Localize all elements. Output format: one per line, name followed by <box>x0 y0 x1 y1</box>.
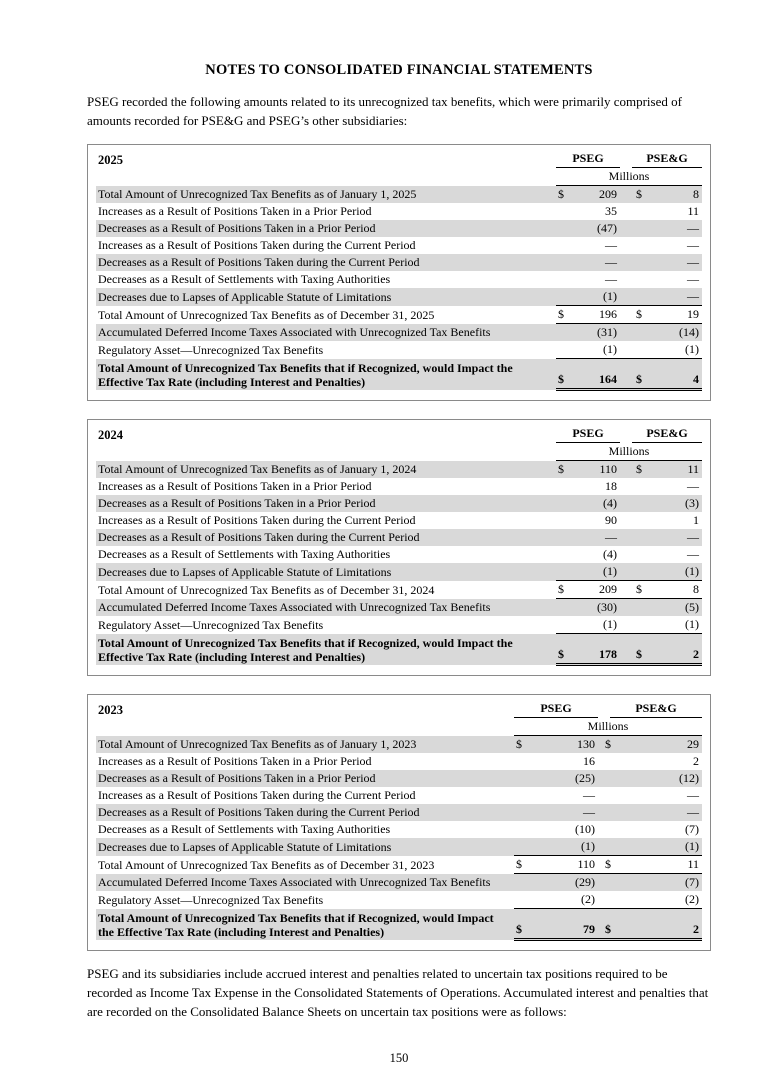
row-label: Decreases as a Result of Positions Taken in a Prior Period <box>96 770 514 787</box>
document-page <box>87 0 711 1066</box>
row-label: Decreases as a Result of Positions Taken during the Current Period <box>96 529 556 546</box>
value-pseandg: (1) <box>652 563 702 581</box>
value-pseandg: (14) <box>652 324 702 342</box>
row-label: Total Amount of Unrecognized Tax Benefits as of December 31, 2024 <box>98 582 435 597</box>
row-label: Total Amount of Unrecognized Tax Benefits that if Recognized, would Impact the Effective Tax Rate (including Interest and Penalties) <box>96 359 556 390</box>
row-label: Increases as a Result of Positions Taken during the Current Period <box>98 513 416 527</box>
dollar-sign-pseandg: $ <box>598 909 626 940</box>
value-pseg: (29) <box>538 874 598 892</box>
value-pseg: (25) <box>538 770 598 787</box>
value-pseandg: (5) <box>652 599 702 617</box>
value-pseg: (2) <box>581 892 595 906</box>
dollar-sign-pseandg: $ <box>620 461 652 479</box>
table-row <box>96 512 702 529</box>
dollar-sign-pseg: $ <box>556 634 580 665</box>
value-pseandg: — <box>687 272 699 286</box>
value-pseandg: — <box>652 254 702 271</box>
value-pseandg: (7) <box>685 822 699 836</box>
page-number: 150 <box>389 1051 409 1065</box>
value-pseandg: 29 <box>626 736 702 754</box>
table-row <box>96 495 702 512</box>
dollar-sign-pseandg: $ <box>620 359 652 390</box>
value-pseg: — <box>538 804 598 821</box>
row-label: Decreases as a Result of Positions Taken in a Prior Period <box>96 495 556 512</box>
value-pseandg: 8 <box>652 581 702 599</box>
intro-paragraph: PSEG recorded the following amounts related to its unrecognized tax benefits, which were primarily comprised of amounts recorded for PSE&G and PSEG’s other subsidiaries: <box>87 94 682 128</box>
row-label: Regulatory Asset—Unrecognized Tax Benefits <box>98 892 324 907</box>
dollar-sign-pseandg: $ <box>598 856 626 874</box>
dollar-sign-pseandg <box>598 804 626 821</box>
row-label: Total Amount of Unrecognized Tax Benefits that if Recognized, would Impact the Effective Tax Rate (including Interest and Penalties) <box>96 909 514 940</box>
value-pseg: — <box>605 238 617 252</box>
table-row <box>96 220 702 237</box>
row-label: Decreases as a Result of Positions Taken during the Current Period <box>96 254 556 271</box>
units-label: Millions <box>556 168 702 186</box>
value-pseandg: (7) <box>626 874 702 892</box>
value-pseg: (1) <box>603 342 617 356</box>
row-label: Decreases due to Lapses of Applicable Statute of Limitations <box>96 563 556 581</box>
value-pseg: 178 <box>580 634 620 665</box>
value-pseg: 16 <box>583 754 595 768</box>
value-pseg: 90 <box>605 513 617 527</box>
value-pseandg: (2) <box>685 892 699 906</box>
value-pseandg: (12) <box>626 770 702 787</box>
value-pseg: (4) <box>580 495 620 512</box>
row-label: Increases as a Result of Positions Taken during the Current Period <box>98 238 416 252</box>
value-pseandg: 1 <box>693 513 699 527</box>
dollar-sign-pseg <box>514 770 538 787</box>
column-header-pseg: PSEG <box>556 151 620 168</box>
dollar-sign-pseg: $ <box>514 909 538 940</box>
row-label: Increases as a Result of Positions Taken in a Prior Period <box>98 204 372 218</box>
dollar-sign-pseg <box>514 838 538 856</box>
table-header-row <box>96 701 702 718</box>
value-pseandg: (1) <box>685 342 699 356</box>
value-pseg: — <box>580 529 620 546</box>
dollar-sign-pseandg <box>620 616 652 634</box>
value-pseg: 110 <box>538 856 598 874</box>
table-row <box>96 461 702 479</box>
dollar-sign-pseg <box>514 804 538 821</box>
dollar-sign-pseg <box>556 478 580 495</box>
table-row <box>96 254 702 271</box>
table-header-row <box>96 151 702 168</box>
dollar-sign-pseandg <box>620 254 652 271</box>
row-label: Accumulated Deferred Income Taxes Associated with Unrecognized Tax Benefits <box>96 599 556 617</box>
value-pseandg: 11 <box>626 856 702 874</box>
row-label: Total Amount of Unrecognized Tax Benefits as of December 31, 2025 <box>98 307 435 322</box>
row-label: Decreases as a Result of Positions Taken in a Prior Period <box>96 220 556 237</box>
dollar-sign-pseandg <box>620 599 652 617</box>
dollar-sign-pseg: $ <box>514 736 538 754</box>
value-pseg: (30) <box>580 599 620 617</box>
table-header-row <box>96 426 702 443</box>
dollar-sign-pseandg <box>598 821 626 838</box>
dollar-sign-pseg <box>556 495 580 512</box>
dollar-sign-pseg <box>556 271 580 288</box>
row-label: Decreases due to Lapses of Applicable Statute of Limitations <box>96 838 514 856</box>
table-row <box>96 909 702 940</box>
dollar-sign-pseandg: $ <box>598 736 626 754</box>
dollar-sign-pseg <box>556 220 580 237</box>
row-label: Regulatory Asset—Unrecognized Tax Benefits <box>98 617 324 632</box>
table-year-label: 2025 <box>98 153 123 167</box>
table-year-label: 2023 <box>98 703 123 717</box>
row-label: Regulatory Asset—Unrecognized Tax Benefits <box>98 342 324 357</box>
table-row <box>96 546 702 563</box>
table-row <box>96 770 702 787</box>
row-label: Increases as a Result of Positions Taken in a Prior Period <box>98 754 372 768</box>
table-row <box>96 203 702 220</box>
value-pseandg: — <box>652 220 702 237</box>
value-pseandg: — <box>687 788 699 802</box>
table-row <box>96 634 702 665</box>
dollar-sign-pseg <box>514 874 538 892</box>
column-header-pseg: PSEG <box>556 426 620 443</box>
row-label: Total Amount of Unrecognized Tax Benefits as of January 1, 2024 <box>96 461 556 479</box>
value-pseandg: 11 <box>652 461 702 479</box>
financial-table <box>96 701 702 941</box>
value-pseandg: 2 <box>626 909 702 940</box>
value-pseandg: — <box>687 238 699 252</box>
dollar-sign-pseg <box>556 546 580 563</box>
column-header-pseandg: PSE&G <box>620 151 702 168</box>
row-label: Decreases as a Result of Settlements with Taxing Authorities <box>98 272 391 286</box>
column-header-pseandg: PSE&G <box>598 701 702 718</box>
dollar-sign-pseandg <box>620 203 652 220</box>
dollar-sign-pseg <box>556 529 580 546</box>
table-row <box>96 359 702 390</box>
page-title: NOTES TO CONSOLIDATED FINANCIAL STATEMENTS <box>205 62 593 78</box>
value-pseg: 130 <box>538 736 598 754</box>
dollar-sign-pseg: $ <box>556 359 580 390</box>
dollar-sign-pseg <box>556 203 580 220</box>
row-label: Decreases as a Result of Settlements with Taxing Authorities <box>98 822 391 836</box>
value-pseg: 35 <box>605 204 617 218</box>
value-pseg: 79 <box>538 909 598 940</box>
value-pseg: (4) <box>603 547 617 561</box>
units-label: Millions <box>556 443 702 461</box>
table-row <box>96 341 702 359</box>
value-pseg: 110 <box>580 461 620 479</box>
value-pseandg: 4 <box>652 359 702 390</box>
row-label: Decreases due to Lapses of Applicable Statute of Limitations <box>96 288 556 306</box>
dollar-sign-pseandg <box>598 753 626 770</box>
tax-benefits-table-2024 <box>87 419 711 676</box>
dollar-sign-pseandg <box>620 220 652 237</box>
table-row <box>96 271 702 288</box>
dollar-sign-pseandg <box>620 341 652 359</box>
table-row <box>96 306 702 324</box>
dollar-sign-pseg <box>556 563 580 581</box>
dollar-sign-pseg <box>514 821 538 838</box>
value-pseg: (1) <box>580 288 620 306</box>
value-pseandg: 19 <box>652 306 702 324</box>
dollar-sign-pseg <box>556 324 580 342</box>
column-header-pseandg: PSE&G <box>620 426 702 443</box>
table-row <box>96 288 702 306</box>
dollar-sign-pseg <box>514 753 538 770</box>
value-pseg: (1) <box>603 617 617 631</box>
table-row <box>96 529 702 546</box>
value-pseandg: 11 <box>687 204 699 218</box>
table-row <box>96 563 702 581</box>
table-row <box>96 856 702 874</box>
dollar-sign-pseandg: $ <box>620 634 652 665</box>
dollar-sign-pseg <box>514 891 538 909</box>
value-pseandg: 2 <box>693 754 699 768</box>
table-row <box>96 891 702 909</box>
dollar-sign-pseg <box>556 288 580 306</box>
row-label: Increases as a Result of Positions Taken during the Current Period <box>98 788 416 802</box>
dollar-sign-pseandg: $ <box>620 306 652 324</box>
table-row <box>96 736 702 754</box>
dollar-sign-pseandg <box>598 891 626 909</box>
column-header-pseg: PSEG <box>514 701 598 718</box>
table-row <box>96 838 702 856</box>
units-label: Millions <box>514 718 702 736</box>
dollar-sign-pseandg: $ <box>620 186 652 204</box>
table-row <box>96 186 702 204</box>
value-pseandg: (1) <box>685 617 699 631</box>
table-row <box>96 821 702 838</box>
value-pseg: 196 <box>580 306 620 324</box>
table-row <box>96 753 702 770</box>
dollar-sign-pseandg: $ <box>620 581 652 599</box>
dollar-sign-pseandg <box>598 874 626 892</box>
value-pseg: (31) <box>580 324 620 342</box>
value-pseg: — <box>580 254 620 271</box>
value-pseandg: — <box>652 529 702 546</box>
tax-benefits-table-2025 <box>87 144 711 401</box>
value-pseg: — <box>583 788 595 802</box>
dollar-sign-pseandg <box>620 563 652 581</box>
dollar-sign-pseandg <box>620 529 652 546</box>
table-row <box>96 237 702 254</box>
dollar-sign-pseg <box>556 616 580 634</box>
dollar-sign-pseg <box>556 237 580 254</box>
dollar-sign-pseg <box>556 512 580 529</box>
table-row <box>96 478 702 495</box>
value-pseandg: — <box>626 804 702 821</box>
row-label: Accumulated Deferred Income Taxes Associated with Unrecognized Tax Benefits <box>96 324 556 342</box>
value-pseg: — <box>605 272 617 286</box>
dollar-sign-pseg: $ <box>556 186 580 204</box>
value-pseg: 164 <box>580 359 620 390</box>
value-pseandg: — <box>652 288 702 306</box>
table-row <box>96 324 702 342</box>
dollar-sign-pseandg <box>620 288 652 306</box>
value-pseg: (1) <box>580 563 620 581</box>
dollar-sign-pseandg <box>620 512 652 529</box>
dollar-sign-pseandg <box>598 787 626 804</box>
dollar-sign-pseg: $ <box>556 581 580 599</box>
value-pseg: (1) <box>538 838 598 856</box>
table-year-label: 2024 <box>98 428 123 442</box>
dollar-sign-pseandg <box>598 838 626 856</box>
row-label: Total Amount of Unrecognized Tax Benefits as of December 31, 2023 <box>98 857 435 872</box>
financial-table <box>96 151 702 391</box>
dollar-sign-pseandg <box>620 546 652 563</box>
table-row <box>96 787 702 804</box>
table-row <box>96 616 702 634</box>
value-pseandg: — <box>687 547 699 561</box>
table-row <box>96 599 702 617</box>
dollar-sign-pseg: $ <box>556 306 580 324</box>
value-pseg: 209 <box>580 581 620 599</box>
dollar-sign-pseandg <box>620 478 652 495</box>
row-label: Decreases as a Result of Positions Taken during the Current Period <box>96 804 514 821</box>
value-pseandg: — <box>687 479 699 493</box>
dollar-sign-pseg <box>556 599 580 617</box>
row-label: Decreases as a Result of Settlements with Taxing Authorities <box>98 547 391 561</box>
dollar-sign-pseg <box>556 254 580 271</box>
table-row <box>96 874 702 892</box>
value-pseandg: (3) <box>652 495 702 512</box>
dollar-sign-pseandg <box>598 770 626 787</box>
value-pseg: 18 <box>605 479 617 493</box>
table-row <box>96 804 702 821</box>
dollar-sign-pseandg <box>620 237 652 254</box>
row-label: Total Amount of Unrecognized Tax Benefits as of January 1, 2025 <box>96 186 556 204</box>
table-row <box>96 581 702 599</box>
row-label: Total Amount of Unrecognized Tax Benefits as of January 1, 2023 <box>96 736 514 754</box>
row-label: Increases as a Result of Positions Taken in a Prior Period <box>98 479 372 493</box>
financial-table <box>96 426 702 666</box>
dollar-sign-pseandg <box>620 271 652 288</box>
value-pseandg: 2 <box>652 634 702 665</box>
dollar-sign-pseg <box>556 341 580 359</box>
value-pseg: (47) <box>580 220 620 237</box>
dollar-sign-pseandg <box>620 495 652 512</box>
dollar-sign-pseg: $ <box>556 461 580 479</box>
value-pseandg: 8 <box>652 186 702 204</box>
row-label: Accumulated Deferred Income Taxes Associated with Unrecognized Tax Benefits <box>96 874 514 892</box>
dollar-sign-pseg <box>514 787 538 804</box>
tax-benefits-table-2023 <box>87 694 711 951</box>
value-pseg: (10) <box>575 822 595 836</box>
dollar-sign-pseandg <box>620 324 652 342</box>
value-pseg: 209 <box>580 186 620 204</box>
closing-paragraph: PSEG and its subsidiaries include accrued interest and penalties related to uncertain tax positions required to be recorded as Income Tax Expense in the Consolidated Statements of Operations. Accumulated interest and penalties that are recorded on the Consolidated Balance Sheets on uncertain tax positions were as follows: <box>87 966 709 1019</box>
dollar-sign-pseg: $ <box>514 856 538 874</box>
value-pseandg: (1) <box>626 838 702 856</box>
row-label: Total Amount of Unrecognized Tax Benefits that if Recognized, would Impact the Effective Tax Rate (including Interest and Penalties) <box>96 634 556 665</box>
